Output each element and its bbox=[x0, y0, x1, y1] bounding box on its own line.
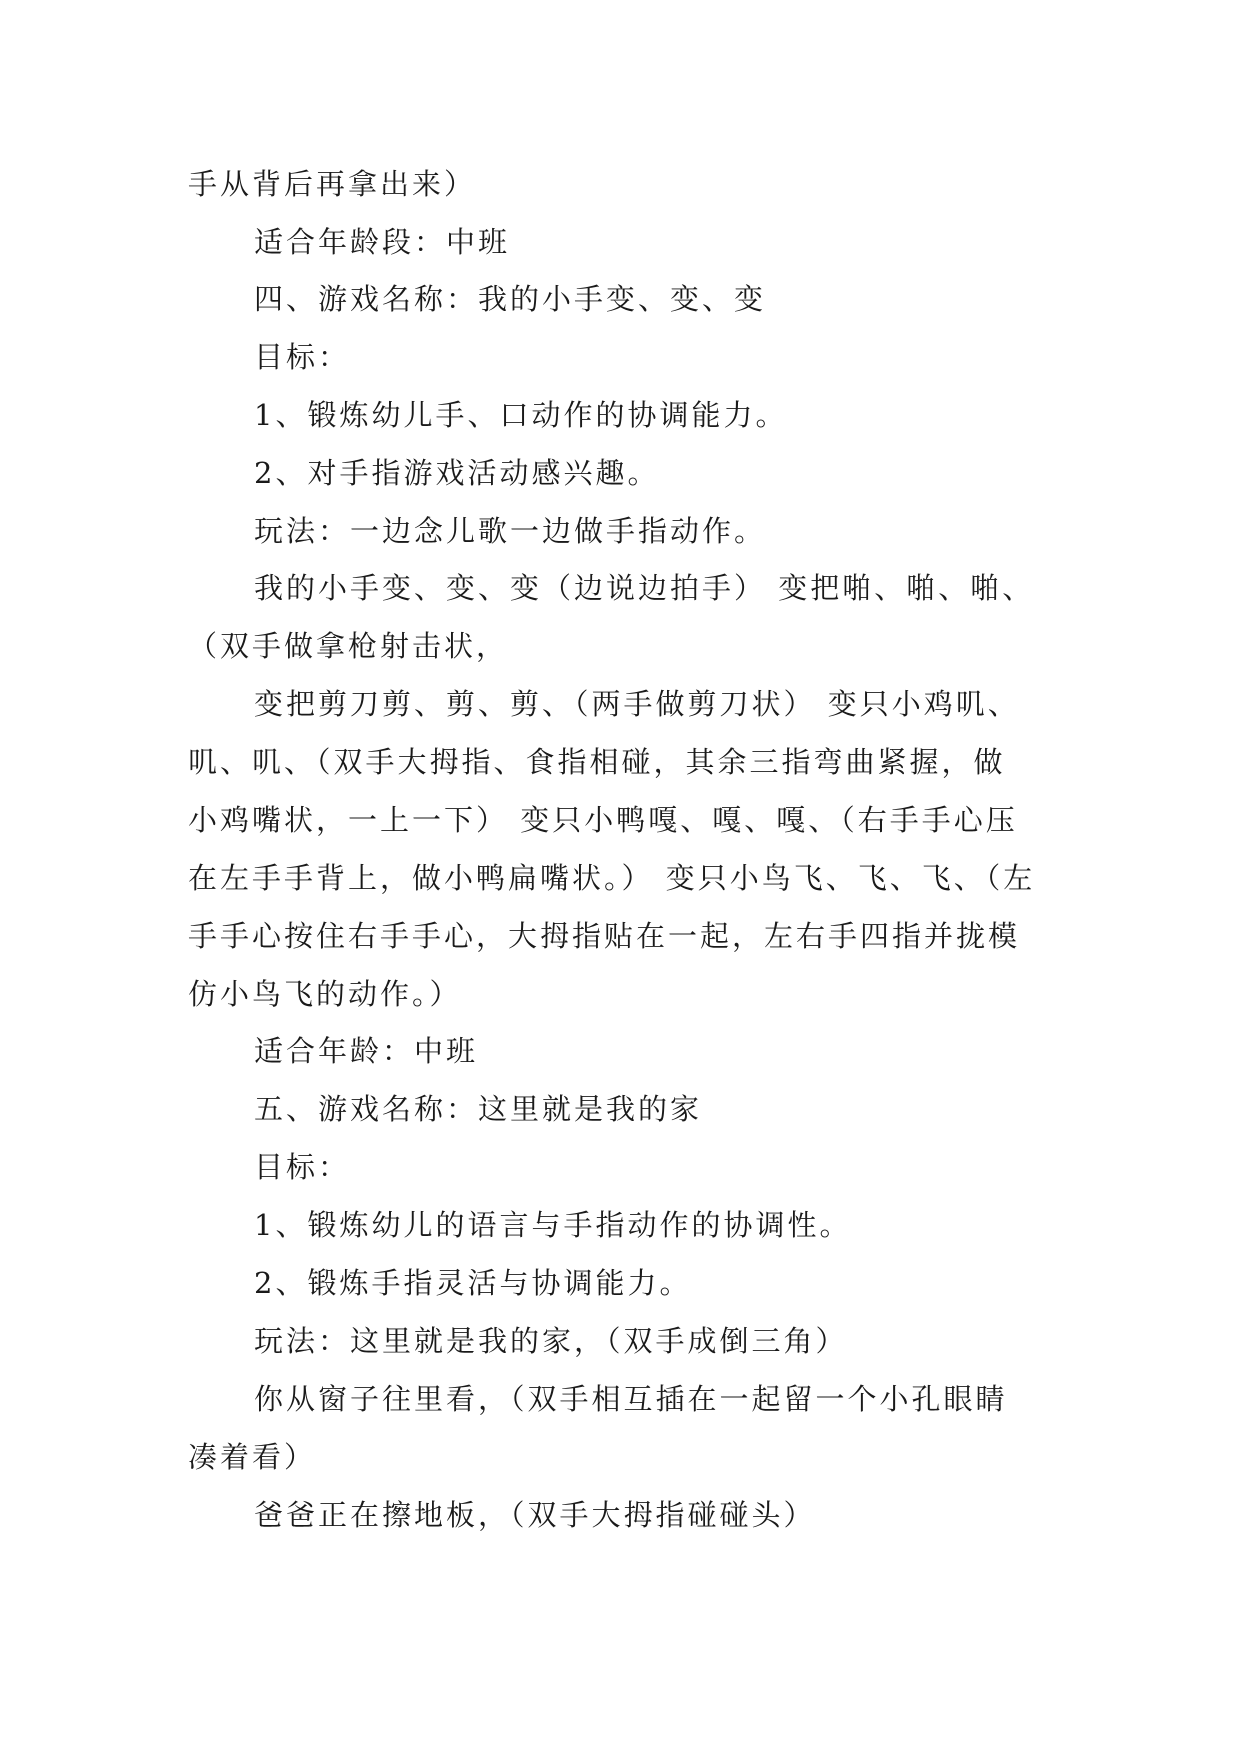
section-heading: 四、游戏名称：我的小手变、变、变 bbox=[254, 282, 767, 316]
text-line: 小鸡嘴状，一上一下） 变只小鸭嘎、嘎、嘎、（右手手心压 bbox=[188, 803, 1018, 837]
text-line: 手手心按住右手手心，大拇指贴在一起，左右手四指并拢模 bbox=[188, 919, 1021, 953]
list-item: 1、锻炼幼儿的语言与手指动作的协调性。 bbox=[254, 1208, 852, 1242]
text-line: 适合年龄段：中班 bbox=[254, 225, 511, 259]
text-line: 变把剪刀剪、剪、剪、（两手做剪刀状） 变只小鸡叽、 bbox=[254, 687, 1020, 721]
text-line: 目标： bbox=[254, 340, 351, 374]
text-line: 手从背后再拿出来） bbox=[188, 167, 477, 201]
text-line: 玩法：一边念儿歌一边做手指动作。 bbox=[254, 514, 767, 548]
text-line: 凑着看） bbox=[188, 1440, 317, 1474]
text-line: 适合年龄：中班 bbox=[254, 1034, 479, 1068]
text-line: 在左手手背上，做小鸭扁嘴状。） 变只小鸟飞、飞、飞、（左 bbox=[188, 861, 1036, 895]
section-heading: 五、游戏名称：这里就是我的家 bbox=[254, 1092, 703, 1126]
text-line: 玩法：这里就是我的家，（双手成倒三角） bbox=[254, 1324, 848, 1358]
text-line: 我的小手变、变、变（边说边拍手） 变把啪、啪、啪、 bbox=[254, 571, 1035, 605]
text-line: 目标： bbox=[254, 1150, 351, 1184]
text-line: 叽、叽、（双手大拇指、食指相碰，其余三指弯曲紧握，做 bbox=[188, 745, 1006, 779]
list-item: 2、对手指游戏活动感兴趣。 bbox=[254, 456, 660, 490]
list-item: 1、锻炼幼儿手、口动作的协调能力。 bbox=[254, 398, 788, 432]
text-line: 你从窗子往里看，（双手相互插在一起留一个小孔眼睛 bbox=[254, 1382, 1008, 1416]
text-line: 爸爸正在擦地板，（双手大拇指碰碰头） bbox=[254, 1498, 816, 1532]
text-line: （双手做拿枪射击状， bbox=[188, 629, 509, 663]
list-item: 2、锻炼手指灵活与协调能力。 bbox=[254, 1266, 692, 1300]
text-line: 仿小鸟飞的动作。） bbox=[188, 977, 462, 1011]
